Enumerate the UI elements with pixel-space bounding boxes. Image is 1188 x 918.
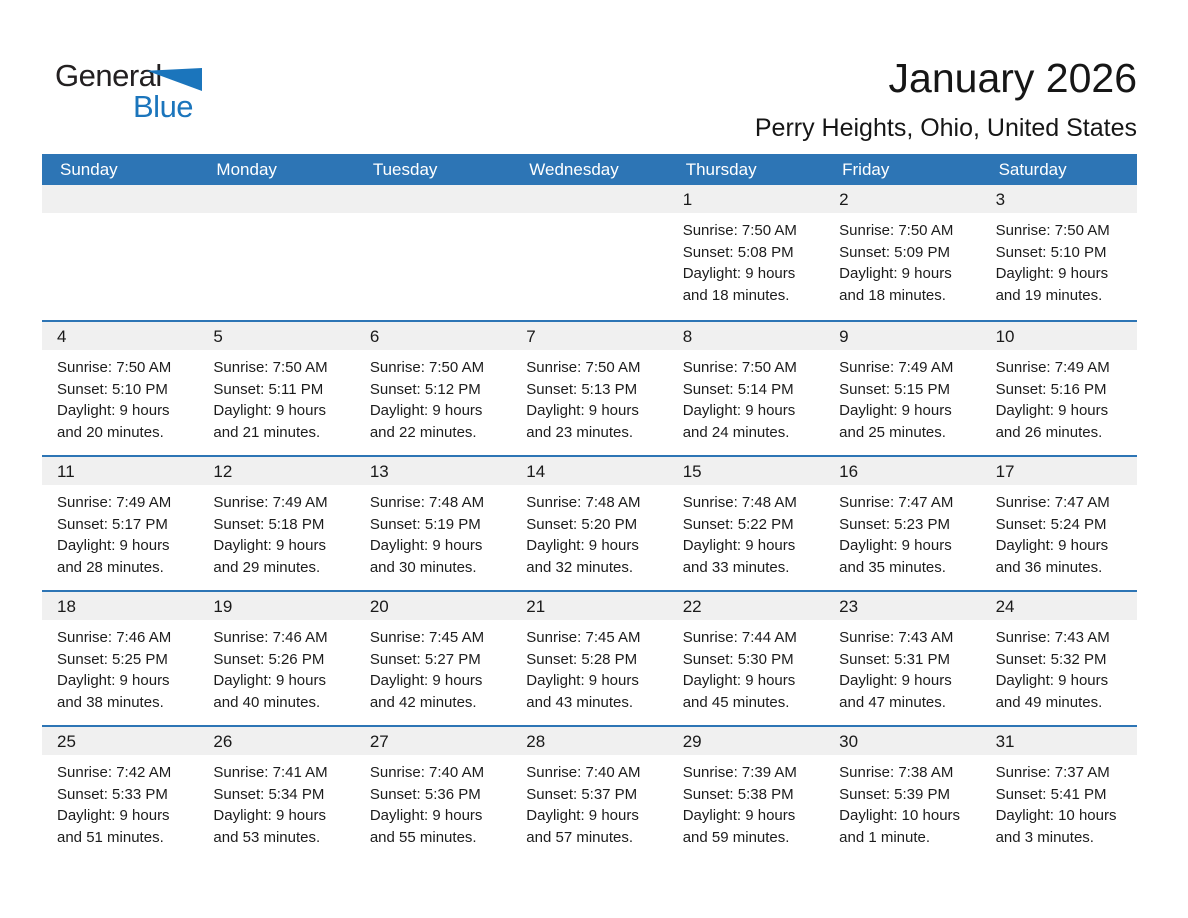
logo-word-blue: Blue [133, 89, 194, 124]
day-info [355, 485, 511, 579]
day-info-line: Daylight: 9 hours [526, 537, 639, 555]
day-number: 18 [42, 592, 198, 620]
day-info-line: and 18 minutes. [839, 287, 946, 305]
day-cell-25 [42, 727, 198, 860]
week-row-1 [42, 185, 1137, 320]
day-info-line: Daylight: 10 hours [995, 807, 1117, 825]
day-info-line: Sunrise: 7:50 AM [57, 359, 172, 376]
day-info-line: Sunrise: 7:37 AM [995, 764, 1110, 781]
day-info-line: Daylight: 9 hours [839, 265, 952, 283]
day-info-line: Sunset: 5:22 PM [682, 515, 794, 533]
day-info-line: and 40 minutes. [213, 694, 321, 712]
day-number [42, 185, 198, 213]
day-info-line: Daylight: 9 hours [995, 672, 1109, 690]
day-info-line: Sunset: 5:32 PM [995, 650, 1107, 668]
weekday-header-sunday: Sunday [60, 160, 118, 179]
day-info-line: and 53 minutes. [213, 829, 321, 847]
day-cell-10 [981, 322, 1137, 455]
day-info [824, 620, 980, 714]
day-info-line: Sunrise: 7:48 AM [526, 494, 641, 511]
day-info [511, 755, 667, 849]
day-number [511, 185, 667, 213]
day-info-line: Sunrise: 7:50 AM [682, 222, 797, 239]
day-info-line: Sunrise: 7:46 AM [57, 629, 172, 646]
day-info-line: Sunset: 5:15 PM [839, 380, 951, 398]
day-cell-30 [824, 727, 980, 860]
day-info-line: Sunset: 5:30 PM [682, 650, 794, 668]
day-info-line: Sunset: 5:13 PM [526, 380, 638, 398]
day-info-line: and 35 minutes. [839, 559, 946, 577]
week-row-3 [42, 455, 1137, 590]
day-number: 23 [824, 592, 980, 620]
day-info-line: Daylight: 9 hours [57, 672, 170, 690]
day-info-line: Sunset: 5:38 PM [682, 785, 794, 803]
day-cell-5 [198, 322, 354, 455]
day-info-line: Sunrise: 7:49 AM [839, 359, 954, 376]
day-info-line: Sunset: 5:37 PM [526, 785, 638, 803]
day-info [824, 213, 980, 307]
day-cell-26 [198, 727, 354, 860]
day-number: 5 [198, 322, 354, 350]
day-number: 9 [824, 322, 980, 350]
day-info-line: and 51 minutes. [57, 829, 164, 847]
day-info-line: and 18 minutes. [682, 287, 790, 305]
day-number: 2 [824, 185, 980, 213]
day-info-line: Sunset: 5:33 PM [57, 785, 168, 803]
day-cell-19 [198, 592, 354, 725]
day-info-line: and 29 minutes. [213, 559, 321, 577]
day-info-line: Sunset: 5:25 PM [57, 650, 168, 668]
day-info [668, 755, 824, 849]
day-info-line: Sunset: 5:18 PM [213, 515, 325, 533]
day-info-line: and 30 minutes. [369, 559, 477, 577]
day-info-line: Sunset: 5:20 PM [526, 515, 638, 533]
day-info [42, 485, 198, 579]
day-info-line: Daylight: 9 hours [213, 672, 326, 690]
day-number: 12 [198, 457, 354, 485]
weekday-header-thursday: Thursday [685, 160, 757, 179]
day-info-line: Sunset: 5:11 PM [213, 380, 324, 398]
day-info-line: Sunset: 5:12 PM [369, 380, 481, 398]
day-number: 24 [981, 592, 1137, 620]
day-info-line: Sunset: 5:10 PM [995, 243, 1107, 261]
day-info-line: Daylight: 9 hours [995, 265, 1109, 283]
weekday-header-monday: Monday [216, 160, 277, 179]
day-info-line: Daylight: 9 hours [682, 807, 796, 825]
day-number: 29 [668, 727, 824, 755]
day-info-line: and 28 minutes. [57, 559, 164, 577]
day-info-line: and 25 minutes. [839, 424, 946, 442]
day-info [824, 755, 980, 849]
day-info-line: Sunset: 5:39 PM [839, 785, 951, 803]
day-number: 1 [668, 185, 824, 213]
day-info-line: and 45 minutes. [682, 694, 790, 712]
day-info-line: and 55 minutes. [369, 829, 477, 847]
day-info-line: Daylight: 9 hours [369, 537, 483, 555]
calendar-table [42, 154, 1137, 860]
day-number [355, 185, 511, 213]
day-info-line: Sunrise: 7:50 AM [526, 359, 641, 376]
day-info [42, 350, 198, 444]
day-info-line: Sunrise: 7:49 AM [57, 494, 172, 511]
day-cell-empty [198, 185, 354, 320]
day-cell-16 [824, 457, 980, 590]
day-info-line: Sunrise: 7:40 AM [369, 764, 485, 781]
day-info-line: Sunset: 5:19 PM [369, 515, 481, 533]
day-number: 22 [668, 592, 824, 620]
day-info [198, 485, 354, 579]
day-info-line: and 21 minutes. [213, 424, 321, 442]
day-number: 26 [198, 727, 354, 755]
day-info-line: and 24 minutes. [682, 424, 790, 442]
page-title: January 2026 [888, 55, 1137, 101]
day-info-line: Sunrise: 7:43 AM [995, 629, 1110, 646]
day-info-line: and 19 minutes. [995, 287, 1103, 305]
day-info-line: Daylight: 9 hours [526, 402, 639, 420]
day-number: 13 [355, 457, 511, 485]
weekday-header-wednesday: Wednesday [529, 160, 619, 179]
day-info-line: Sunset: 5:34 PM [213, 785, 325, 803]
day-info [824, 350, 980, 444]
day-info [355, 213, 511, 220]
day-info [668, 485, 824, 579]
day-cell-18 [42, 592, 198, 725]
day-cell-22 [668, 592, 824, 725]
day-info-line: and 49 minutes. [995, 694, 1103, 712]
day-info-line: Sunset: 5:09 PM [839, 243, 951, 261]
day-cell-13 [355, 457, 511, 590]
day-cell-1 [668, 185, 824, 320]
day-info-line: and 59 minutes. [682, 829, 790, 847]
day-info [42, 213, 198, 220]
day-number: 7 [511, 322, 667, 350]
day-info-line: Sunrise: 7:43 AM [839, 629, 954, 646]
day-info-line: and 42 minutes. [369, 694, 477, 712]
day-info-line: Sunrise: 7:38 AM [839, 764, 954, 781]
weekday-header-friday: Friday [842, 160, 890, 179]
day-info-line: Sunrise: 7:44 AM [682, 629, 797, 646]
day-info [198, 213, 354, 220]
day-info [198, 755, 354, 849]
day-info-line: Sunset: 5:27 PM [369, 650, 481, 668]
day-info-line: Sunrise: 7:41 AM [213, 764, 328, 781]
day-number: 31 [981, 727, 1137, 755]
week-row-5 [42, 725, 1137, 860]
day-info [511, 350, 667, 444]
weekday-header-saturday: Saturday [998, 160, 1067, 179]
day-info-line: Daylight: 9 hours [682, 265, 796, 283]
day-info-line: and 23 minutes. [526, 424, 634, 442]
day-number: 20 [355, 592, 511, 620]
day-info [981, 485, 1137, 579]
day-number: 27 [355, 727, 511, 755]
day-number: 10 [981, 322, 1137, 350]
day-number: 16 [824, 457, 980, 485]
day-info-line: Daylight: 9 hours [213, 402, 326, 420]
day-number: 14 [511, 457, 667, 485]
weekday-header-tuesday: Tuesday [372, 160, 438, 179]
day-info-line: Sunrise: 7:50 AM [369, 359, 485, 376]
day-info-line: Daylight: 9 hours [369, 672, 483, 690]
day-info-line: Daylight: 9 hours [839, 672, 952, 690]
day-cell-14 [511, 457, 667, 590]
day-info-line: Daylight: 9 hours [369, 807, 483, 825]
day-info-line: Sunset: 5:14 PM [682, 380, 794, 398]
day-info [355, 620, 511, 714]
day-info-line: Sunset: 5:28 PM [526, 650, 638, 668]
day-number: 17 [981, 457, 1137, 485]
day-cell-4 [42, 322, 198, 455]
day-info-line: Sunset: 5:10 PM [57, 380, 168, 398]
day-info-line: and 47 minutes. [839, 694, 946, 712]
day-info-line: and 57 minutes. [526, 829, 634, 847]
day-info-line: Daylight: 9 hours [369, 402, 483, 420]
day-cell-9 [824, 322, 980, 455]
day-info-line: Sunrise: 7:49 AM [995, 359, 1110, 376]
day-info-line: Sunrise: 7:46 AM [213, 629, 328, 646]
day-info-line: Sunrise: 7:49 AM [213, 494, 328, 511]
page-subtitle: Perry Heights, Ohio, United States [754, 114, 1137, 142]
day-info-line: and 26 minutes. [995, 424, 1103, 442]
day-number: 15 [668, 457, 824, 485]
day-info-line: Daylight: 9 hours [57, 537, 170, 555]
day-info-line: Daylight: 9 hours [682, 402, 796, 420]
day-info [511, 620, 667, 714]
day-info-line: Daylight: 9 hours [682, 537, 796, 555]
day-cell-20 [355, 592, 511, 725]
day-info-line: and 38 minutes. [57, 694, 164, 712]
day-cell-12 [198, 457, 354, 590]
weekday-header-row [42, 154, 1137, 185]
day-info-line: Sunrise: 7:42 AM [57, 764, 172, 781]
logo-word-general: General [55, 58, 162, 93]
day-info-line: Daylight: 9 hours [57, 402, 170, 420]
day-cell-empty [42, 185, 198, 320]
day-info-line: Sunrise: 7:45 AM [369, 629, 485, 646]
day-info [668, 350, 824, 444]
day-info-line: and 33 minutes. [682, 559, 790, 577]
day-cell-8 [668, 322, 824, 455]
day-info-line: Sunset: 5:08 PM [682, 243, 794, 261]
day-info [355, 350, 511, 444]
day-cell-29 [668, 727, 824, 860]
day-info-line: Daylight: 9 hours [213, 807, 326, 825]
day-info-line: and 36 minutes. [995, 559, 1103, 577]
day-cell-27 [355, 727, 511, 860]
day-info-line: Daylight: 9 hours [995, 537, 1109, 555]
day-info-line: Sunset: 5:31 PM [839, 650, 951, 668]
day-info-line: Sunrise: 7:45 AM [526, 629, 641, 646]
day-info-line: Daylight: 9 hours [213, 537, 326, 555]
day-number: 25 [42, 727, 198, 755]
calendar-grid [42, 185, 1137, 860]
day-info-line: Daylight: 10 hours [839, 807, 961, 825]
day-info-line: Daylight: 9 hours [526, 672, 639, 690]
day-info-line: and 32 minutes. [526, 559, 634, 577]
day-info-line: Daylight: 9 hours [839, 537, 952, 555]
week-row-2 [42, 320, 1137, 455]
day-cell-23 [824, 592, 980, 725]
day-info [981, 350, 1137, 444]
day-info-line: Sunset: 5:41 PM [995, 785, 1107, 803]
day-info-line: Sunrise: 7:47 AM [839, 494, 954, 511]
day-info [42, 620, 198, 714]
day-number: 30 [824, 727, 980, 755]
day-info [668, 213, 824, 307]
day-info-line: Daylight: 9 hours [995, 402, 1109, 420]
day-info-line: and 43 minutes. [526, 694, 634, 712]
day-info-line: Sunset: 5:23 PM [839, 515, 951, 533]
day-info [981, 620, 1137, 714]
day-info-line: Sunset: 5:16 PM [995, 380, 1107, 398]
day-cell-2 [824, 185, 980, 320]
day-info-line: Daylight: 9 hours [57, 807, 170, 825]
day-number: 21 [511, 592, 667, 620]
day-info-line: Sunset: 5:26 PM [213, 650, 325, 668]
day-info-line: Sunrise: 7:50 AM [995, 222, 1110, 239]
day-number: 6 [355, 322, 511, 350]
day-cell-28 [511, 727, 667, 860]
day-info-line: and 3 minutes. [995, 829, 1094, 847]
day-info-line: Sunset: 5:17 PM [57, 515, 168, 533]
day-cell-empty [355, 185, 511, 320]
day-info [198, 620, 354, 714]
day-info-line: Daylight: 9 hours [839, 402, 952, 420]
day-number: 3 [981, 185, 1137, 213]
week-row-4 [42, 590, 1137, 725]
day-info-line: Sunrise: 7:50 AM [839, 222, 954, 239]
day-number: 4 [42, 322, 198, 350]
day-info-line: Sunrise: 7:39 AM [682, 764, 797, 781]
day-info-line: Sunset: 5:36 PM [369, 785, 481, 803]
day-info-line: Sunset: 5:24 PM [995, 515, 1107, 533]
day-cell-24 [981, 592, 1137, 725]
day-info-line: Daylight: 9 hours [682, 672, 796, 690]
day-info-line: Sunrise: 7:40 AM [526, 764, 641, 781]
day-info [668, 620, 824, 714]
day-cell-21 [511, 592, 667, 725]
day-cell-11 [42, 457, 198, 590]
day-info-line: Sunrise: 7:47 AM [995, 494, 1110, 511]
day-cell-7 [511, 322, 667, 455]
day-number [198, 185, 354, 213]
day-cell-15 [668, 457, 824, 590]
day-info [981, 213, 1137, 307]
day-info [511, 213, 667, 220]
day-cell-31 [981, 727, 1137, 860]
day-number: 11 [42, 457, 198, 485]
day-info-line: and 1 minute. [839, 829, 931, 847]
day-info-line: Daylight: 9 hours [526, 807, 639, 825]
day-cell-3 [981, 185, 1137, 320]
day-info-line: Sunrise: 7:50 AM [682, 359, 797, 376]
day-cell-6 [355, 322, 511, 455]
day-info [981, 755, 1137, 849]
day-info [198, 350, 354, 444]
day-cell-17 [981, 457, 1137, 590]
day-number: 19 [198, 592, 354, 620]
day-info-line: and 22 minutes. [369, 424, 477, 442]
day-info [511, 485, 667, 579]
day-info-line: Sunrise: 7:48 AM [369, 494, 485, 511]
general-blue-logo [55, 58, 225, 130]
day-number: 28 [511, 727, 667, 755]
day-info-line: and 20 minutes. [57, 424, 164, 442]
day-info [824, 485, 980, 579]
day-info [355, 755, 511, 849]
day-info [42, 755, 198, 849]
day-cell-empty [511, 185, 667, 320]
day-info-line: Sunrise: 7:48 AM [682, 494, 797, 511]
day-info-line: Sunrise: 7:50 AM [213, 359, 328, 376]
day-number: 8 [668, 322, 824, 350]
